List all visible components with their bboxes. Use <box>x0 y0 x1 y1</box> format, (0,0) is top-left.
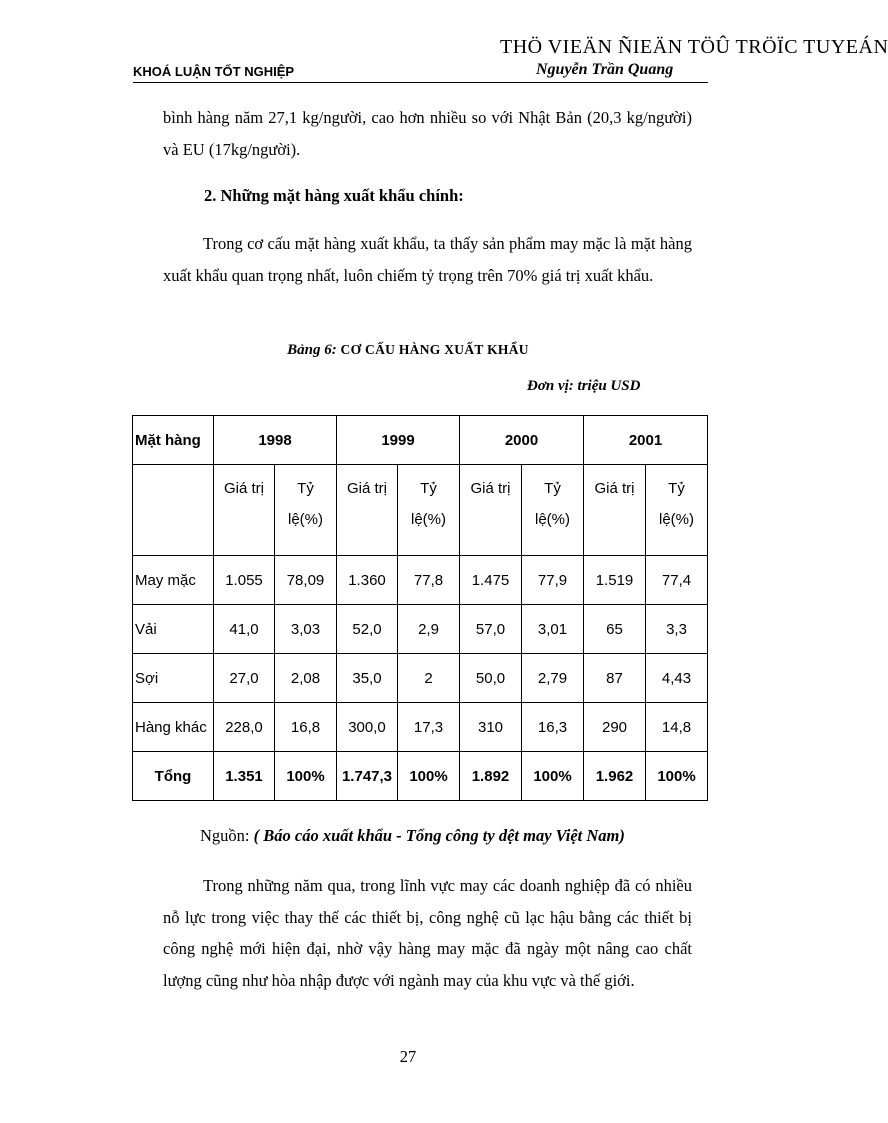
table-subheader-ratio <box>398 465 460 556</box>
table-subheader-ratio <box>275 465 337 556</box>
section-heading: 2. Những mặt hàng xuất khẩu chính: <box>204 186 464 205</box>
table-subheader-value: Giá trị <box>584 465 646 556</box>
ratio-label-line2: lệ(%) <box>534 511 570 528</box>
ratio-label-line2: lệ(%) <box>410 511 446 528</box>
table-row <box>133 605 708 654</box>
table-subheader-ratio <box>522 465 584 556</box>
table-header-corner: Mặt hàng <box>133 416 214 465</box>
table-cell: 3,03 <box>275 605 337 654</box>
table-subheader-value: Giá trị <box>460 465 522 556</box>
table-total-row <box>133 752 708 801</box>
table-row <box>133 654 708 703</box>
table-cell: 16,8 <box>275 703 337 752</box>
source-prefix: Nguồn: <box>200 826 250 845</box>
table-row <box>133 556 708 605</box>
table-cell: 100% <box>646 752 708 801</box>
table-cell: 35,0 <box>337 654 398 703</box>
table-cell: 77,9 <box>522 556 584 605</box>
table-subheader-empty <box>133 465 214 556</box>
table-cell: 2,9 <box>398 605 460 654</box>
table-header-year: 2001 <box>584 416 708 465</box>
table-caption-title: CƠ CẤU HÀNG XUẤT KHẨU <box>340 342 529 357</box>
table-cell: 1.892 <box>460 752 522 801</box>
table-cell: 300,0 <box>337 703 398 752</box>
table-cell: 4,43 <box>646 654 708 703</box>
header-author-name: Nguyễn Trần Quang <box>536 61 674 78</box>
ratio-label-line1: Tỷ <box>668 480 685 497</box>
ratio-label-line1: Tỷ <box>420 480 437 497</box>
table-subheader-value: Giá trị <box>214 465 275 556</box>
table-subheader-ratio <box>646 465 708 556</box>
table-cell: 87 <box>584 654 646 703</box>
table-cell: 77,4 <box>646 556 708 605</box>
table-cell: 3,3 <box>646 605 708 654</box>
table-header-row <box>133 416 708 465</box>
export-structure-table <box>132 415 707 801</box>
table-cell: 1.360 <box>337 556 398 605</box>
table-cell: 41,0 <box>214 605 275 654</box>
table-cell: 77,8 <box>398 556 460 605</box>
ratio-label-line2: lệ(%) <box>658 511 694 528</box>
table-cell: 100% <box>522 752 584 801</box>
table-header-year: 1998 <box>214 416 337 465</box>
table-subheader-row <box>133 465 708 556</box>
table-cell: 1.351 <box>214 752 275 801</box>
header-rule <box>133 82 708 83</box>
table-cell: 3,01 <box>522 605 584 654</box>
table-cell: 2 <box>398 654 460 703</box>
table-cell: 78,09 <box>275 556 337 605</box>
table-cell: 2,08 <box>275 654 337 703</box>
paragraph-closing: Trong những năm qua, trong lĩnh vực may các doanh nghiệp đã có nhiều nỗ lực trong việc thay thế các thiết bị, công nghệ cũ lạc hậu bằng các thiết bị công nghệ mới hiện đại, nhờ vậy hàng may mặc đã ngày một nâng cao chất lượng cũng như hòa nhập được với ngành may của khu vực và thế giới. <box>163 876 692 990</box>
table-cell: 17,3 <box>398 703 460 752</box>
row-label: Vải <box>133 605 214 654</box>
table-cell: 1.519 <box>584 556 646 605</box>
table-cell: 1.055 <box>214 556 275 605</box>
table-cell: 290 <box>584 703 646 752</box>
table-cell: 1.475 <box>460 556 522 605</box>
table-cell: 100% <box>398 752 460 801</box>
table-cell: 57,0 <box>460 605 522 654</box>
ratio-label-line1: Tỷ <box>544 480 561 497</box>
row-label: Hàng khác <box>133 703 214 752</box>
table-cell: 310 <box>460 703 522 752</box>
table-caption-number: Bảng 6: <box>287 342 337 358</box>
ratio-label-line1: Tỷ <box>297 480 314 497</box>
table-cell: 2,79 <box>522 654 584 703</box>
watermark-text: THÖ VIEÄN ÑIEÄN TÖÛ TRÖÏC TUYEÁN <box>500 36 888 58</box>
header-thesis-title: KHOÁ LUẬN TỐT NGHIỆP <box>133 64 295 79</box>
row-label: Tổng <box>133 752 214 801</box>
page-number: 27 <box>399 1047 417 1066</box>
table-cell: 65 <box>584 605 646 654</box>
table-cell: 228,0 <box>214 703 275 752</box>
paragraph-intro: Trong cơ cấu mặt hàng xuất khẩu, ta thấy sản phẩm may mặc là mặt hàng xuất khẩu quan trọng nhất, luôn chiếm tỷ trọng trên 70% giá trị xuất khẩu. <box>163 234 692 285</box>
row-label: Sợi <box>133 654 214 703</box>
table-cell: 27,0 <box>214 654 275 703</box>
table-header-year: 2000 <box>460 416 584 465</box>
table-caption <box>0 342 816 359</box>
table-header-year: 1999 <box>337 416 460 465</box>
table-cell: 50,0 <box>460 654 522 703</box>
table-subheader-value: Giá trị <box>337 465 398 556</box>
table-source <box>200 826 625 846</box>
table-cell: 1.747,3 <box>337 752 398 801</box>
table-unit-note: Đơn vị: triệu USD <box>527 378 641 394</box>
table-cell: 52,0 <box>337 605 398 654</box>
source-text: ( Báo cáo xuất khẩu - Tổng công ty dệt may Việt Nam) <box>253 826 625 845</box>
table-cell: 14,8 <box>646 703 708 752</box>
table-cell: 1.962 <box>584 752 646 801</box>
table-cell: 16,3 <box>522 703 584 752</box>
table-row <box>133 703 708 752</box>
table-cell: 100% <box>275 752 337 801</box>
ratio-label-line2: lệ(%) <box>287 511 323 528</box>
paragraph-continued: bình hàng năm 27,1 kg/người, cao hơn nhiều so với Nhật Bản (20,3 kg/người) và EU (17kg/người). <box>163 108 692 159</box>
row-label: May mặc <box>133 556 214 605</box>
